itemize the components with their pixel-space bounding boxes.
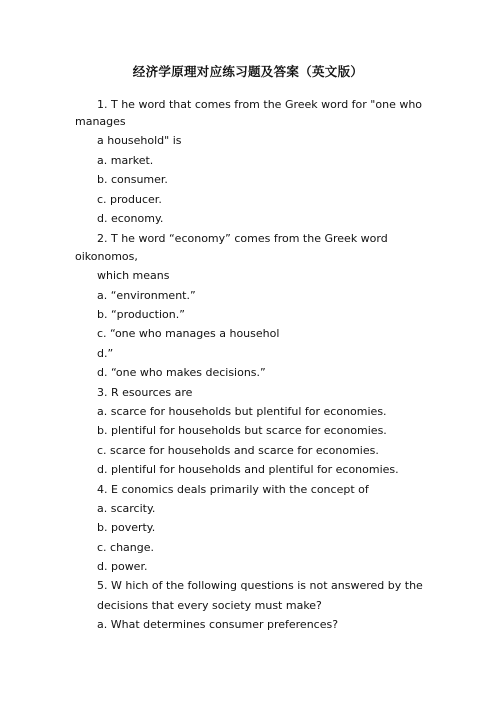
question-4-option-c: c. change. — [97, 541, 155, 554]
question-1-line-3: a household" is — [97, 134, 182, 147]
question-2-line-3: which means — [97, 269, 170, 282]
question-1-line-2: manages — [75, 115, 126, 128]
question-1-option-d: d. economy. — [97, 212, 164, 225]
question-2-line-2: oikonomos, — [75, 250, 138, 263]
question-2-option-c-continued: d.” — [97, 347, 114, 360]
question-1-line-1: 1. T he word that comes from the Greek word for "one who — [97, 98, 423, 111]
document-title: 经济学原理对应练习题及答案（英文版） — [132, 64, 364, 79]
question-4-stem: 4. E conomics deals primarily with the concept of — [97, 483, 369, 496]
question-5-line-1: 5. W hich of the following questions is not answered by the — [97, 579, 423, 592]
question-2-option-a: a. “environment.” — [97, 289, 196, 302]
question-3-stem: 3. R esources are — [97, 386, 193, 399]
question-5-line-2: decisions that every society must make? — [97, 599, 322, 612]
question-2-option-b: b. “production.” — [97, 308, 185, 321]
question-1-option-c: c. producer. — [97, 193, 162, 206]
question-1-option-b: b. consumer. — [97, 173, 168, 186]
question-4-option-d: d. power. — [97, 560, 148, 573]
question-3-option-d: d. plentiful for households and plentiful for economies. — [97, 463, 399, 476]
question-4-option-b: b. poverty. — [97, 521, 156, 534]
question-2-option-c: c. “one who manages a househol — [97, 327, 280, 340]
question-2-option-d: d. “one who makes decisions.” — [97, 366, 266, 379]
question-5-option-a: a. What determines consumer preferences? — [97, 618, 339, 631]
question-3-option-a: a. scarce for households but plentiful for economies. — [97, 405, 387, 418]
question-3-option-c: c. scarce for households and scarce for economies. — [97, 444, 379, 457]
question-4-option-a: a. scarcity. — [97, 502, 156, 515]
question-3-option-b: b. plentiful for households but scarce for economies. — [97, 424, 387, 437]
question-2-line-1: 2. T he word “economy” comes from the Greek word — [97, 232, 388, 245]
question-1-option-a: a. market. — [97, 154, 154, 167]
